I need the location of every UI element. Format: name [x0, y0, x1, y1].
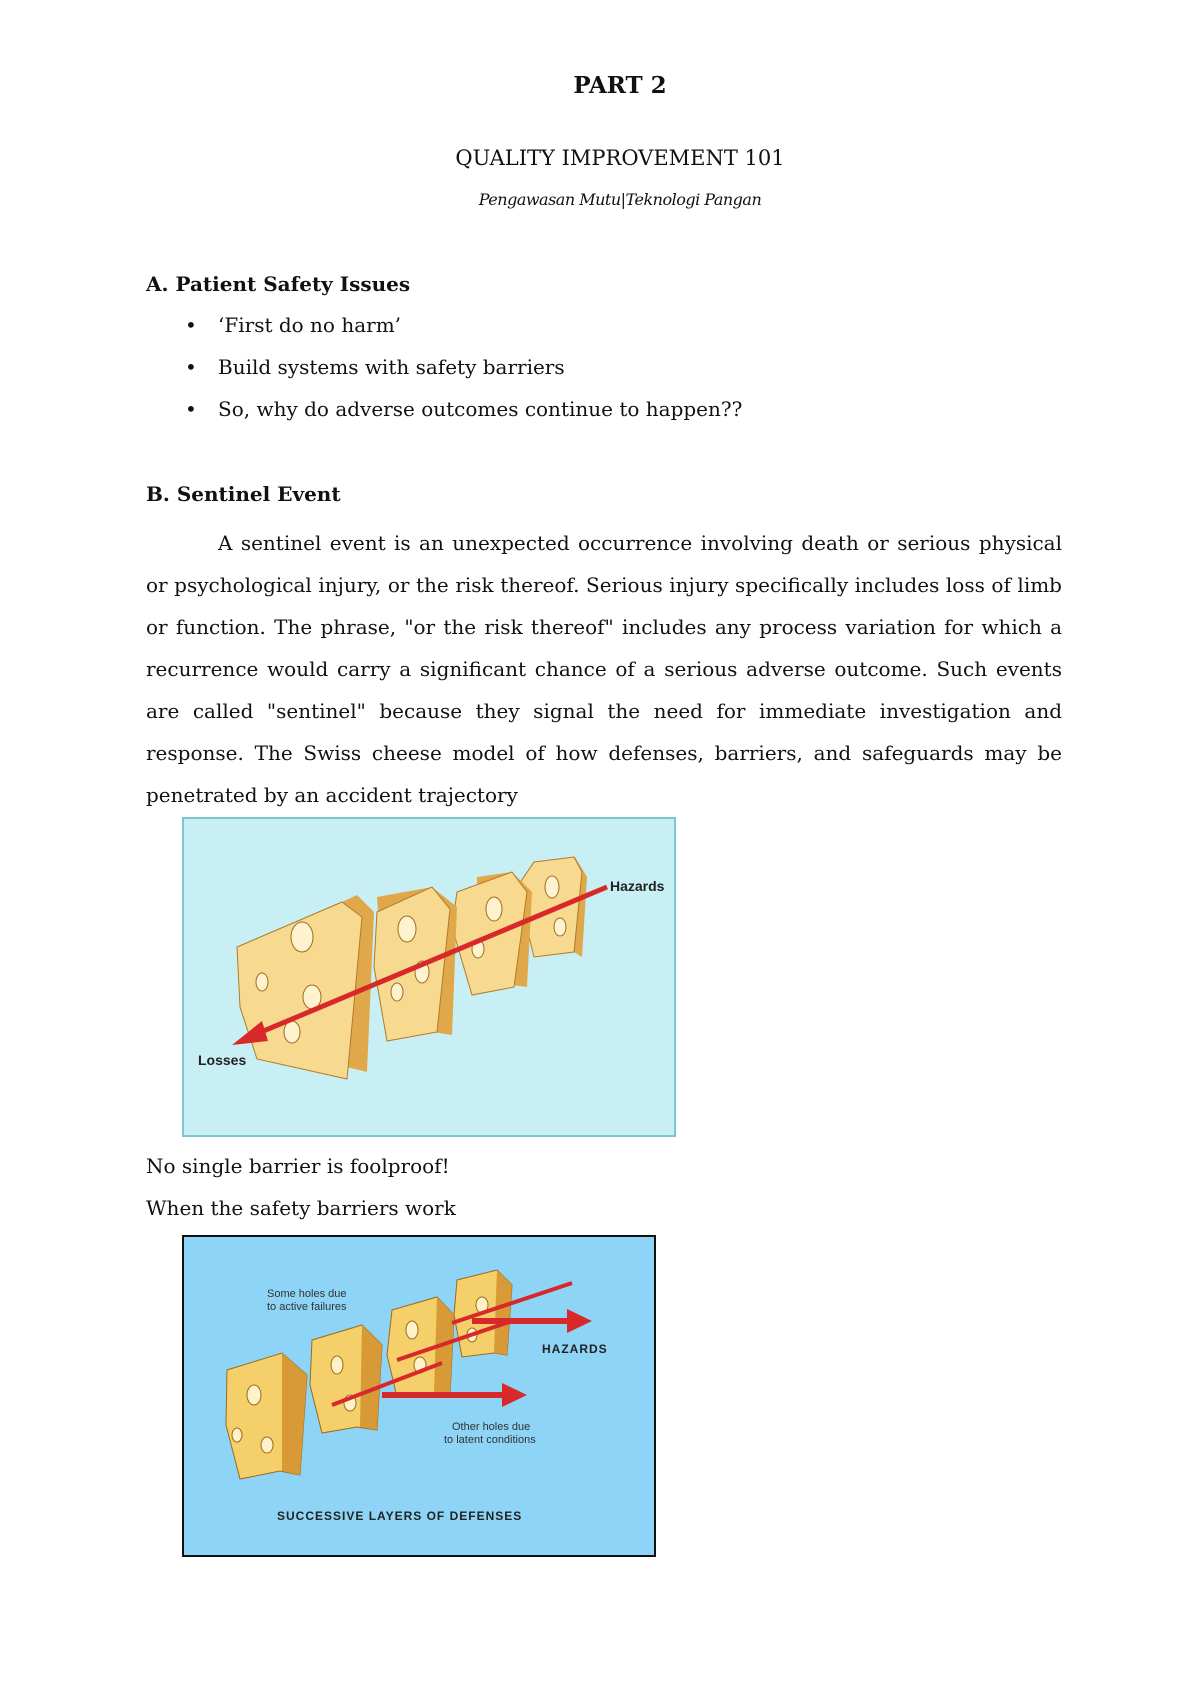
section-a-heading: A. Patient Safety Issues — [146, 272, 411, 296]
section-b-heading: B. Sentinel Event — [146, 482, 341, 506]
sentinel-event-paragraph: A sentinel event is an unexpected occurrence involving death or serious physical or psychological injury, or the risk thereof. Serious injury specifically includes loss of limb or function. The phrase, "or the risk thereof" includes any process variation for which a recurrence would carry a significant chance of a serious adverse outcome. Such events are called "sentinel" because they signal the need for immediate investigation and response. The Swiss cheese model of how defenses, barriers, and safeguards may be penetrated by an accident trajectory — [146, 531, 1062, 807]
list-item-text: ‘First do no harm’ — [218, 313, 402, 337]
list-item — [185, 312, 742, 354]
section-a-bullet-list — [185, 312, 742, 438]
list-item-text: So, why do adverse outcomes continue to happen?? — [218, 397, 743, 421]
cheese-slice — [310, 1325, 382, 1433]
swiss-cheese-figure — [182, 817, 676, 1137]
cheese-slice — [374, 887, 457, 1041]
defenses-layers-figure — [182, 1235, 656, 1557]
active-failures-label: Some holes due to active failures — [267, 1288, 347, 1313]
list-item-text: Build systems with safety barriers — [218, 355, 565, 379]
list-item — [185, 354, 742, 396]
part-title: PART 2 — [573, 72, 667, 99]
caption-safety-barriers-work: When the safety barriers work — [146, 1196, 456, 1220]
losses-label: Losses — [198, 1052, 247, 1068]
bullet-icon: • — [185, 355, 197, 379]
list-item — [185, 396, 742, 438]
bullet-icon: • — [185, 313, 197, 337]
latent-conditions-label: Other holes due to latent conditions — [444, 1421, 536, 1446]
document-title: QUALITY IMPROVEMENT 101 — [455, 146, 785, 170]
successive-layers-label: SUCCESSIVE LAYERS OF DEFENSES — [277, 1509, 523, 1523]
cheese-slice — [226, 1353, 307, 1479]
document-subtitle: Pengawasan Mutu|Teknologi Pangan — [478, 190, 762, 209]
hazards-label: Hazards — [610, 878, 665, 894]
bullet-icon: • — [185, 397, 197, 421]
hazards-label: HAZARDS — [542, 1342, 608, 1356]
caption-no-single-barrier: No single barrier is foolproof! — [146, 1154, 450, 1178]
